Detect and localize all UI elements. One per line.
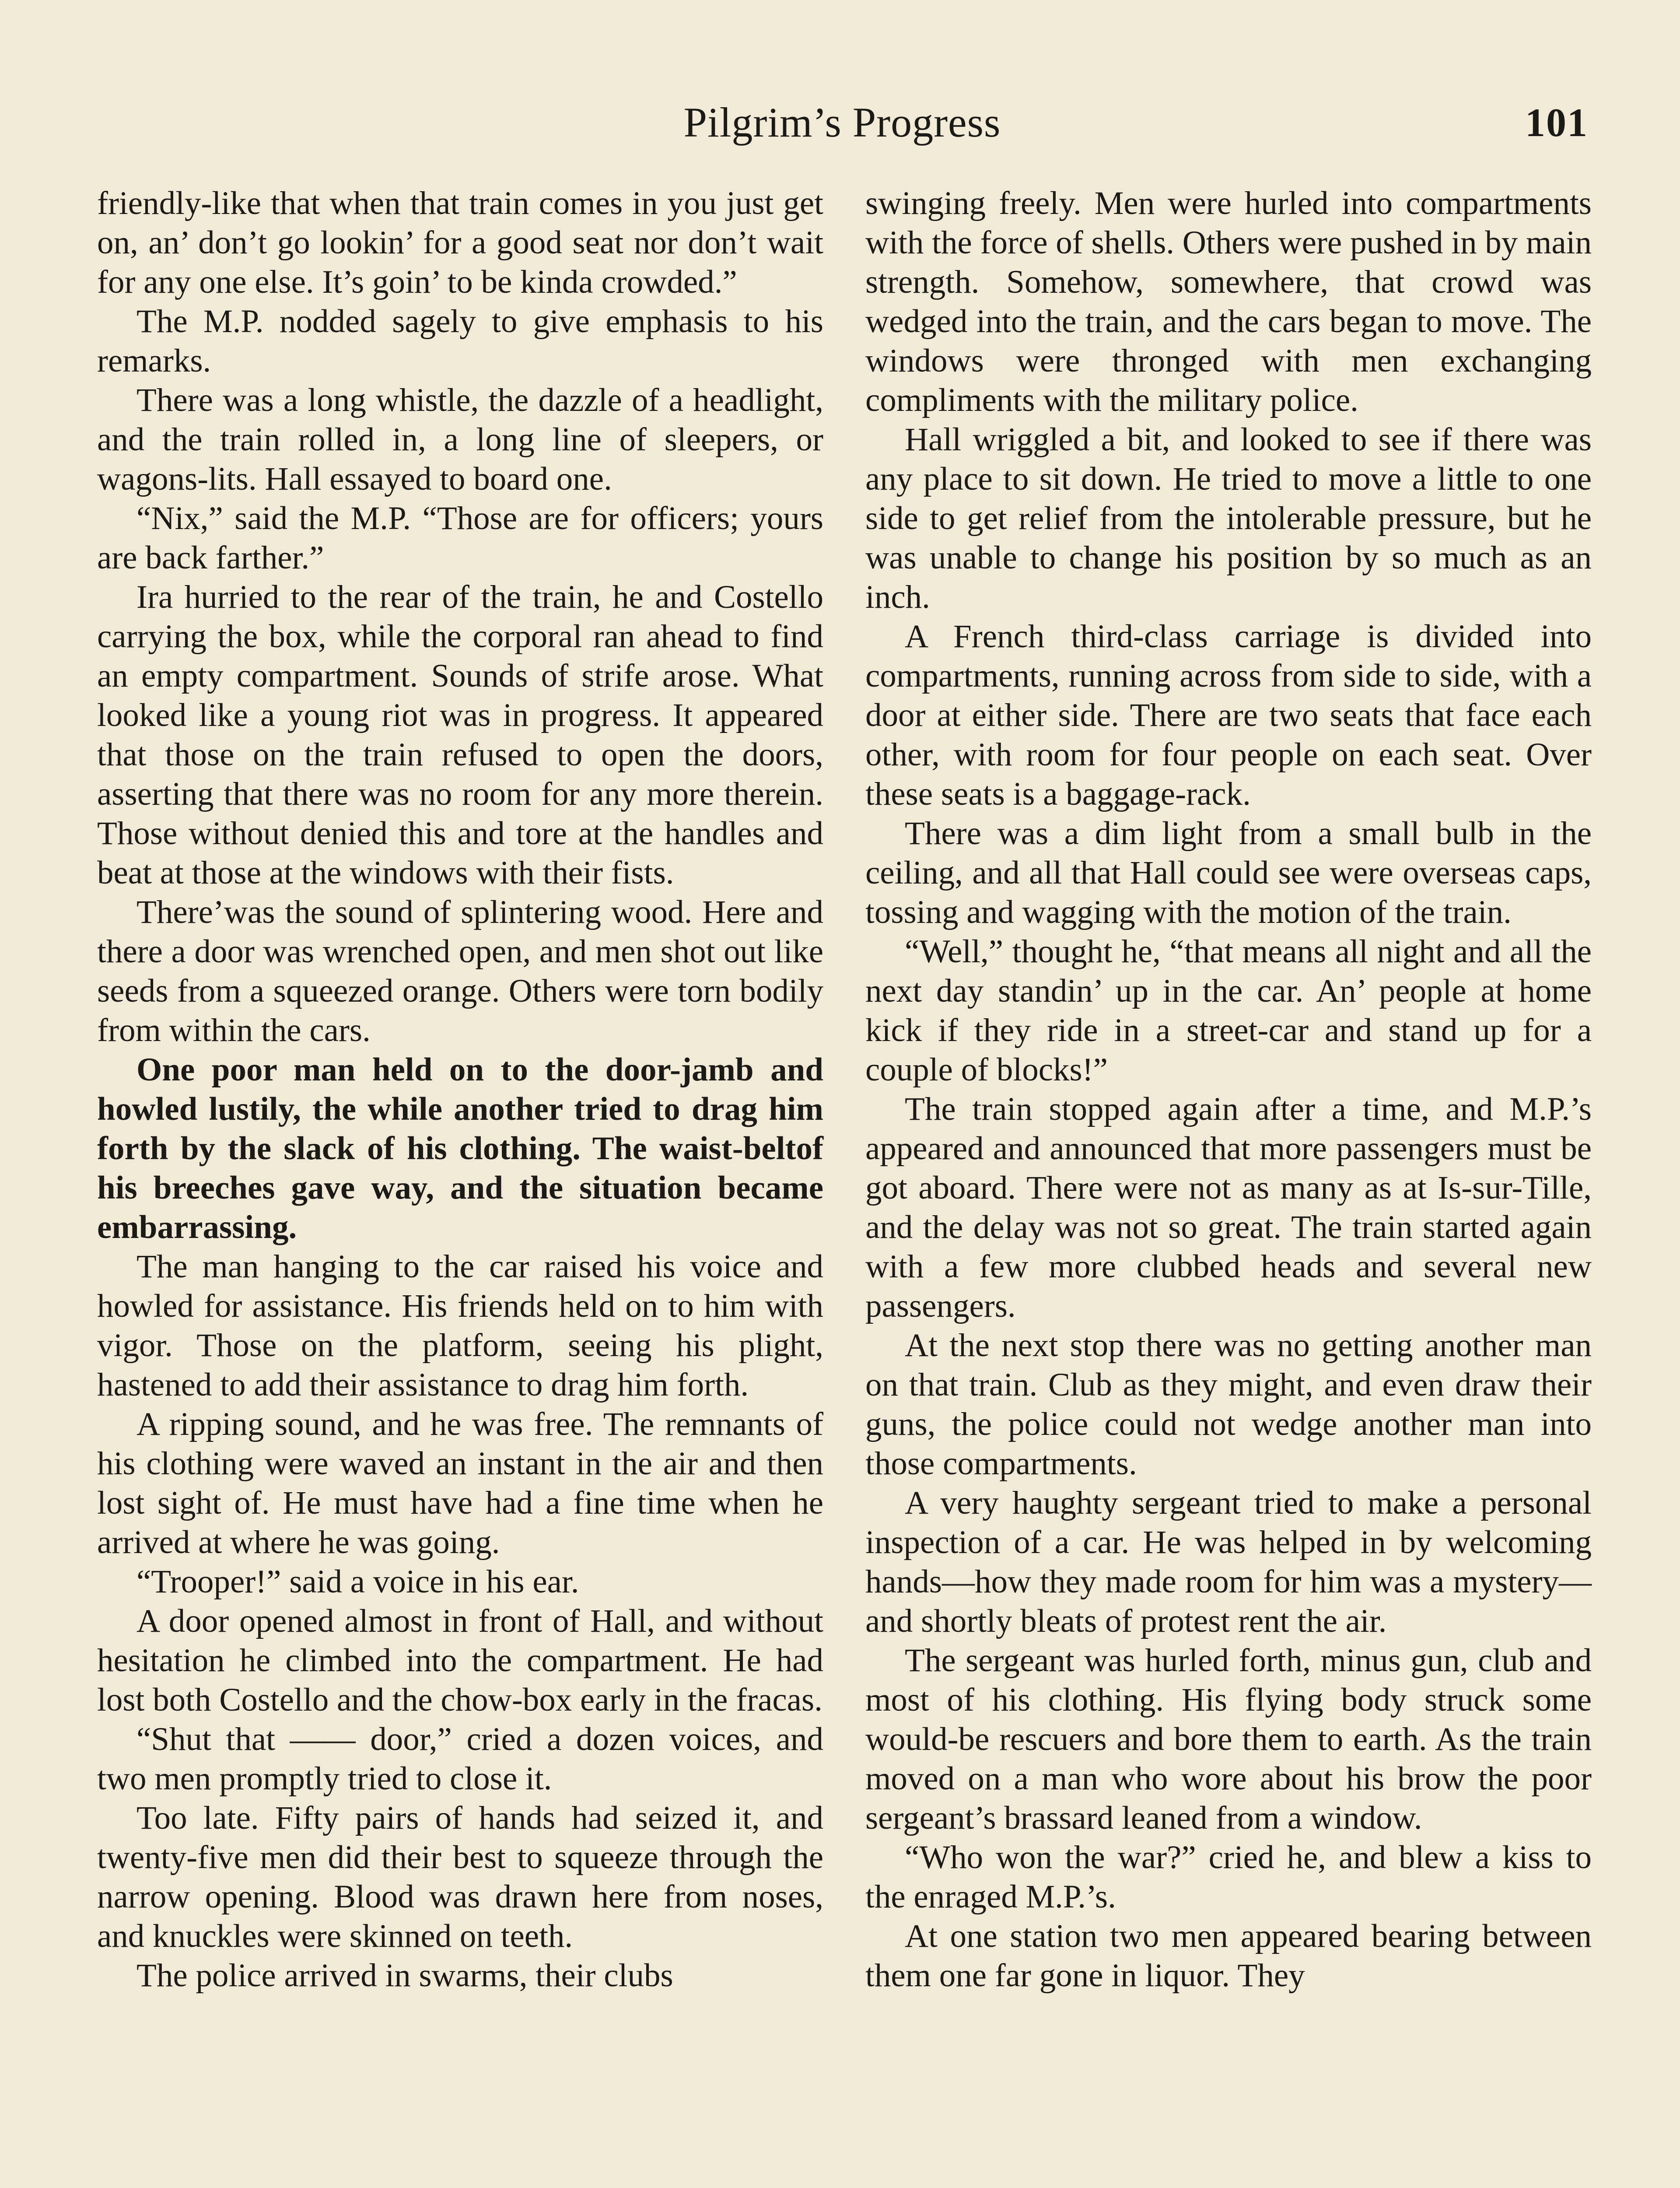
- paragraph: The M.P. nodded sagely to give emphasis to his remarks.: [97, 303, 823, 379]
- paragraph: The police arrived in swarms, their clubs: [136, 1957, 673, 1994]
- page-number: 101: [1525, 100, 1588, 145]
- paragraph: At the next stop there was no getting another man on that train. Club as they might, and even draw their guns, the police could not wedge another man into those compartments.: [865, 1327, 1592, 1482]
- paragraph: Ira hurried to the rear of the train, he and Costello carrying the box, while the corporal ran ahead to find an empty compartment. Sounds of strife arose. What looked like a young riot was in progress. It appeared that those on the train refused to open the doors, asserting that there was no room for any more therein. Those without denied this and tore at the handles and beat at those at the windows with their fists.: [97, 579, 823, 891]
- paragraph: swinging freely. Men were hurled into compartments with the force of shells. Others were pushed in by main strength. Somehow, somewhere, that crowd was wedged into the train, and the cars began to move. The windows were thronged with men exchanging compliments with the military police.: [865, 185, 1592, 418]
- paragraph: friendly-like that when that train comes in you just get on, an’ don’t go lookin’ for a good seat nor don’t wait for any one else. It’s goin’ to be kinda crowded.”: [97, 185, 823, 300]
- paragraph: The train stopped again after a time, and M.P.’s appeared and announced that more passengers must be got aboard. There were not as many as at Is-sur-Tille, and the delay was not so great. The train started again with a few more clubbed heads and several new passengers.: [865, 1091, 1592, 1324]
- paragraph: “Well,” thought he, “that means all night and all the next day standin’ up in the car. An’ people at home kick if they ride in a street-car and stand up for a couple of blocks!”: [865, 933, 1592, 1088]
- running-title: Pilgrim’s Progress: [683, 99, 1001, 146]
- paragraph: The sergeant was hurled forth, minus gun, club and most of his clothing. His flying body struck some would-be rescuers and bore them to earth. As the train moved on a man who wore about his brow the poor sergeant’s brassard leaned from a window.: [865, 1642, 1592, 1836]
- paragraph: “Nix,” said the M.P. “Those are for officers; yours are back farther.”: [97, 500, 823, 576]
- paragraph: Hall wriggled a bit, and looked to see if there was any place to sit down. He tried to move a little to one side to get relief from the intolerable pressure, but he was unable to change his position by so much as an inch.: [865, 421, 1592, 615]
- paragraph: There was a long whistle, the dazzle of a headlight, and the train rolled in, a long line of sleepers, or wagons-lits. Hall essayed to board one.: [97, 382, 823, 497]
- paragraph: “Trooper!” said a voice in his ear.: [136, 1564, 579, 1600]
- page-header: [96, 90, 1588, 155]
- paragraph: One poor man held on to the door-jamb and howled lustily, the while another tried to drag him forth by the slack of his clothing. The waist-beltof his breeches gave way, and the situation became embarrassing.: [97, 1052, 823, 1245]
- left-column: [97, 184, 823, 1995]
- paragraph: There’was the sound of splintering wood. Here and there a door was wrenched open, and men shot out like seeds from a squeezed orange. Others were torn bodily from within the cars.: [97, 894, 823, 1048]
- paragraph: A French third-class carriage is divided into compartments, running across from side to side, with a door at either side. There are two seats that face each other, with room for four people on each seat. Over these seats is a baggage-rack.: [865, 618, 1592, 812]
- paragraph: A door opened almost in front of Hall, and without hesitation he climbed into the compartment. He had lost both Costello and the chow-box early in the fracas.: [97, 1603, 823, 1718]
- paragraph: At one station two men appeared bearing between them one far gone in liquor. They: [865, 1918, 1592, 1994]
- paragraph: “Shut that —— door,” cried a dozen voices, and two men promptly tried to close it.: [97, 1721, 823, 1797]
- paragraph: “Who won the war?” cried he, and blew a kiss to the enraged M.P.’s.: [865, 1839, 1592, 1915]
- paragraph: A ripping sound, and he was free. The remnants of his clothing were waved an instant in the air and then lost sight of. He must have had a fine time when he arrived at where he was going.: [97, 1406, 823, 1560]
- paragraph: There was a dim light from a small bulb in the ceiling, and all that Hall could see were overseas caps, tossing and wagging with the motion of the train.: [865, 815, 1592, 930]
- right-column: [865, 184, 1592, 1995]
- paragraph: Too late. Fifty pairs of hands had seized it, and twenty-five men did their best to squeeze through the narrow opening. Blood was drawn here from noses, and knuckles were skinned on teeth.: [97, 1800, 823, 1954]
- paragraph: The man hanging to the car raised his voice and howled for assistance. His friends held on to him with vigor. Those on the platform, seeing his plight, hastened to add their assistance to drag him forth.: [97, 1248, 823, 1403]
- paragraph: A very haughty sergeant tried to make a personal inspection of a car. He was helped in by welcoming hands—how they made room for him was a mystery—and shortly bleats of protest rent the air.: [865, 1485, 1592, 1639]
